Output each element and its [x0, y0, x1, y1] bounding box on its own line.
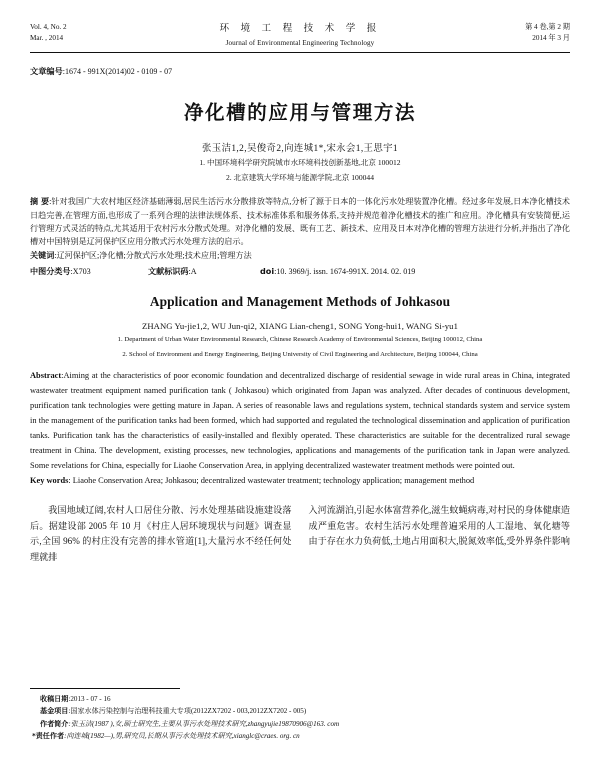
- clc-label: 中图分类号: [30, 266, 71, 277]
- footnotes: [30, 688, 570, 744]
- clc-value: :X703: [70, 267, 91, 277]
- running-head-center: [150, 22, 450, 49]
- corresponding-label: *责任作者: [32, 731, 65, 741]
- article-number-value: :1674 - 991X(2014)02 - 0109 - 07: [62, 66, 173, 76]
- affiliation-en-2: 2. School of Environment and Energy Engineering, Beijing University of Civil Engineering and Architecture, Beijing 100044, China: [122, 350, 478, 358]
- abstract-en-text: :Aiming at the characteristics of poor economic foundation and decentralized discharge of residential sewage in wide rural areas in China, integrated wastewater treatment equipment named purification tank ( Johkasou) which originated from Japan was analyzed. After decades of continuous development, purification tank technologies were getting mature in Japan. A series of reasonable laws and regulations system, technical standards system and service system in the management of the purification tanks had been formed, which had supported and regulated the technological dissemination and application of purification tanks. Purification tank has the characteristics of easily-installed and flexibly operated. These characteristics are suitable for the decentralized rural sewage treatment in China. The development, existing processes, new technologies, applications and managements of the purification tank in Japan were analyzed. Some revelations for China, especially for Liaohe Conservation Area, in applying decentralized wastewater treatment methods were pointed out.: [30, 371, 570, 471]
- running-head-right: [450, 22, 570, 44]
- abstract-cn-text: :针对我国广大农村地区经济基础薄弱,居民生活污水分散排放等特点,分析了源于日本的一体化污水处理装置净化槽。经过多年发展,日本净化槽技术日趋完善,在管理方面,也形成了一系列合理的法律法规体系、技术标准体系和服务体系,支持并规范着净化槽技术的推广和应用。净化槽具有安装简便,运行管理方式灵活的特点,尤其适用于农村污水分散式处理。对净化槽的发展、既有工艺、新技术、应用及日本对净化槽的管理方法进行分析,并指出了净化槽对中国特别是辽河保护区应用分散式污水处理方法的启示。: [30, 197, 570, 246]
- footnote-corresponding-author: [30, 730, 570, 743]
- volume-issue-cn: 第 4 卷,第 2 期: [525, 23, 570, 31]
- body-paragraph: 我国地域辽阔,农村人口居住分散、污水处理基础设施建设落后。据建设部 2005 年 10 月《村庄人居环境现状与问题》调查显示,全国 96% 的村庄没有完善的排水管道[1],大量污水不经任何处理就排: [30, 505, 292, 562]
- volume-issue-en: Vol. 4, No. 2: [30, 23, 67, 31]
- running-head-left: [30, 22, 150, 44]
- page-title-en: Application and Management Methods of Johkasou: [149, 294, 451, 310]
- abstract-en-label: Abstract: [30, 371, 62, 381]
- keywords-cn-label: 关键词: [30, 250, 55, 261]
- fund-label: 基金项目: [40, 706, 69, 716]
- affiliation-cn-2: 2. 北京建筑大学环境与能源学院,北京 100044: [225, 173, 375, 183]
- classification-line: [30, 266, 570, 277]
- body-columns: [30, 503, 570, 566]
- footnote-divider: [30, 688, 180, 689]
- body-column-right: [309, 503, 571, 566]
- document-code-label: 文献标识码: [148, 266, 189, 277]
- doi-value: :10. 3969/j. issn. 1674-991X. 2014. 02. 019: [274, 267, 416, 277]
- keywords-en-label: Key words: [30, 476, 69, 486]
- received-value: :2013 - 07 - 16: [68, 694, 111, 703]
- corresponding-value: :向连城(1982—),男,研究员,长期从事污水处理技术研究,xianglc@craes. org. cn: [64, 732, 300, 741]
- page-title-cn: 净化槽的应用与管理方法: [183, 100, 417, 124]
- footnote-author-bio: [30, 718, 570, 731]
- authors-en: ZHANG Yu-jie1,2, WU Jun-qi2, XIANG Lian-cheng1, SONG Yong-hui1, WANG Si-yu1: [142, 321, 458, 332]
- doi: [260, 266, 415, 277]
- keywords-en-text: : Liaohe Conservation Area; Johkasou; decentralized wastewater treatment; technology application; management method: [68, 476, 475, 486]
- abstract-cn: [30, 195, 570, 248]
- affiliation-cn-1: 1. 中国环境科学研究院城市水环境科技创新基地,北京 100012: [199, 157, 401, 167]
- running-head: [30, 22, 570, 49]
- authors-cn: 张玉洁1,2,吴俊奇2,向连城1*,宋永会1,王思宇1: [202, 143, 398, 154]
- body-column-left: [30, 503, 292, 566]
- author-bio-value: :张玉洁(1987 ),女,硕士研究生,主要从事污水处理技术研究,zhangyujie19870906@163. com: [68, 719, 340, 728]
- footnote-fund: [30, 705, 570, 718]
- abstract-en: [30, 369, 570, 474]
- received-label: 收稿日期: [40, 693, 69, 703]
- header-divider: [30, 52, 570, 53]
- abstract-cn-label: 摘 要: [30, 196, 50, 207]
- author-bio-label: 作者简介: [40, 718, 69, 728]
- keywords-cn: [30, 249, 570, 262]
- document-code-value: :A: [188, 267, 197, 277]
- body-paragraph: 入河流湖泊,引起水体富营养化,滋生蚊蝇病毒,对村民的身体健康造成严重危害。农村生活污水处理普遍采用的人工湿地、氧化塘等由于存在水力负荷低,土地占用面积大,脱氮效率低,受外界条件影响: [308, 505, 570, 547]
- affiliation-en-1: 1. Department of Urban Water Environmental Research, Chinese Research Academy of Environmental Sciences, Beijing 100012, China: [117, 336, 483, 344]
- date-cn: 2014 年 3 月: [532, 34, 570, 43]
- journal-title-cn: 环 境 工 程 技 术 学 报: [219, 23, 381, 34]
- article-number-label: 文章编号: [30, 65, 63, 76]
- article-number: [30, 66, 570, 77]
- clc-number: [30, 266, 148, 277]
- document-code: [148, 266, 260, 277]
- fund-value: :国家水体污染控制与治理科技重大专项(2012ZX7202 - 003,2012ZX7202 - 005): [68, 707, 307, 716]
- keywords-en: [30, 474, 570, 489]
- footnote-received: [30, 693, 570, 706]
- date-en: Mar. , 2014: [30, 34, 64, 43]
- doi-label: doi: [260, 266, 275, 277]
- keywords-cn-text: :辽河保护区;净化槽;分散式污水处理;技术应用;管理方法: [54, 251, 252, 261]
- journal-title-en: Journal of Environmental Engineering Technology: [225, 38, 375, 47]
